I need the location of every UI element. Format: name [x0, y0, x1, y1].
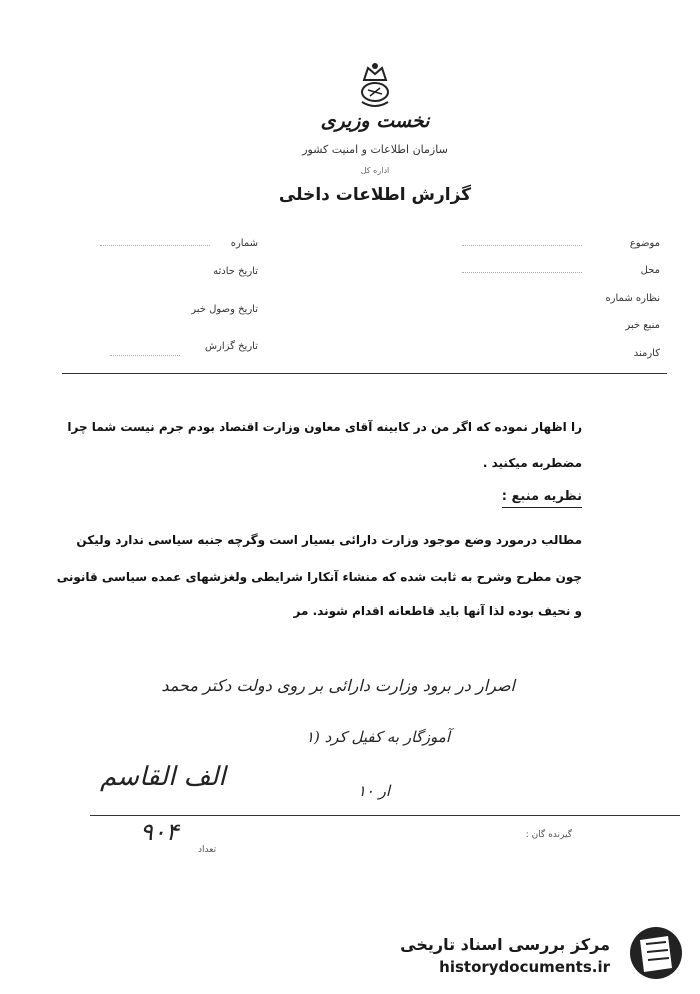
field-number: شماره: [230, 238, 258, 249]
field-source: منبع خبر: [625, 320, 660, 331]
organization-name: سازمان اطلاعات و امنیت کشور: [302, 143, 448, 156]
source-opinion-heading: نظریه منبع :: [502, 489, 582, 508]
signature: الف القاسم: [100, 762, 226, 792]
document-title: گزارش اطلاعات داخلی: [278, 185, 472, 205]
paragraph-line: چون مطرح وشرح به ثابت شده که منشاء آنکارا شرایطی ولغزشهای عمده سیاسی قانونی: [56, 570, 582, 584]
field-incident-date: تاریخ حادثه: [213, 266, 258, 277]
watermark-logo-icon: [622, 924, 690, 982]
handwritten-note: آموزگار به کفیل کرد (۱: [305, 728, 450, 746]
field-news-received-date: تاریخ وصول خبر: [191, 304, 258, 315]
field-staff: کارمند: [633, 348, 660, 359]
watermark-org-name: مرکز بررسی اسناد تاریخی: [400, 935, 610, 954]
count-handwritten: ۹۰۴: [140, 818, 179, 846]
crown-emblem-icon: [352, 60, 398, 112]
paragraph-line: مضطربه میکنید .: [482, 456, 582, 470]
field-report-date: تاریخ گزارش: [204, 341, 258, 352]
handwritten-note: اصرار در برود وزارت دارائی بر روی دولت دکتر محمد: [161, 676, 515, 695]
paragraph-line: را اظهار نموده که اگر من در کابینه آقای معاون وزارت اقتصاد بودم جرم نیست شما چرا: [67, 420, 582, 434]
handwritten-note: ار ۱۰: [357, 782, 390, 800]
field-subject: موضوع: [629, 238, 660, 249]
field-observation-number: نظاره شماره: [605, 293, 660, 304]
field-location: محل: [640, 265, 660, 276]
department-name: اداره کل: [360, 166, 390, 175]
blank-line: [462, 245, 582, 246]
footer-divider: [90, 815, 680, 816]
paragraph-line: و نحیف بوده لذا آنها باید قاطعانه اقدام شوند. مر: [293, 604, 582, 618]
blank-line: [100, 245, 210, 246]
recipients-label: گیرنده گان :: [525, 830, 572, 840]
blank-line: [462, 272, 582, 273]
paragraph-line: مطالب درمورد وضع موجود وزارت دارائی بسیار است وگرچه جنبه سیاسی ندارد ولیکن: [76, 533, 582, 547]
header-divider: [62, 373, 667, 374]
ministry-name: نخست وزیری: [320, 110, 430, 132]
count-label: تعداد: [198, 845, 217, 855]
blank-line: [110, 355, 180, 356]
watermark-url: historydocuments.ir: [439, 958, 610, 976]
